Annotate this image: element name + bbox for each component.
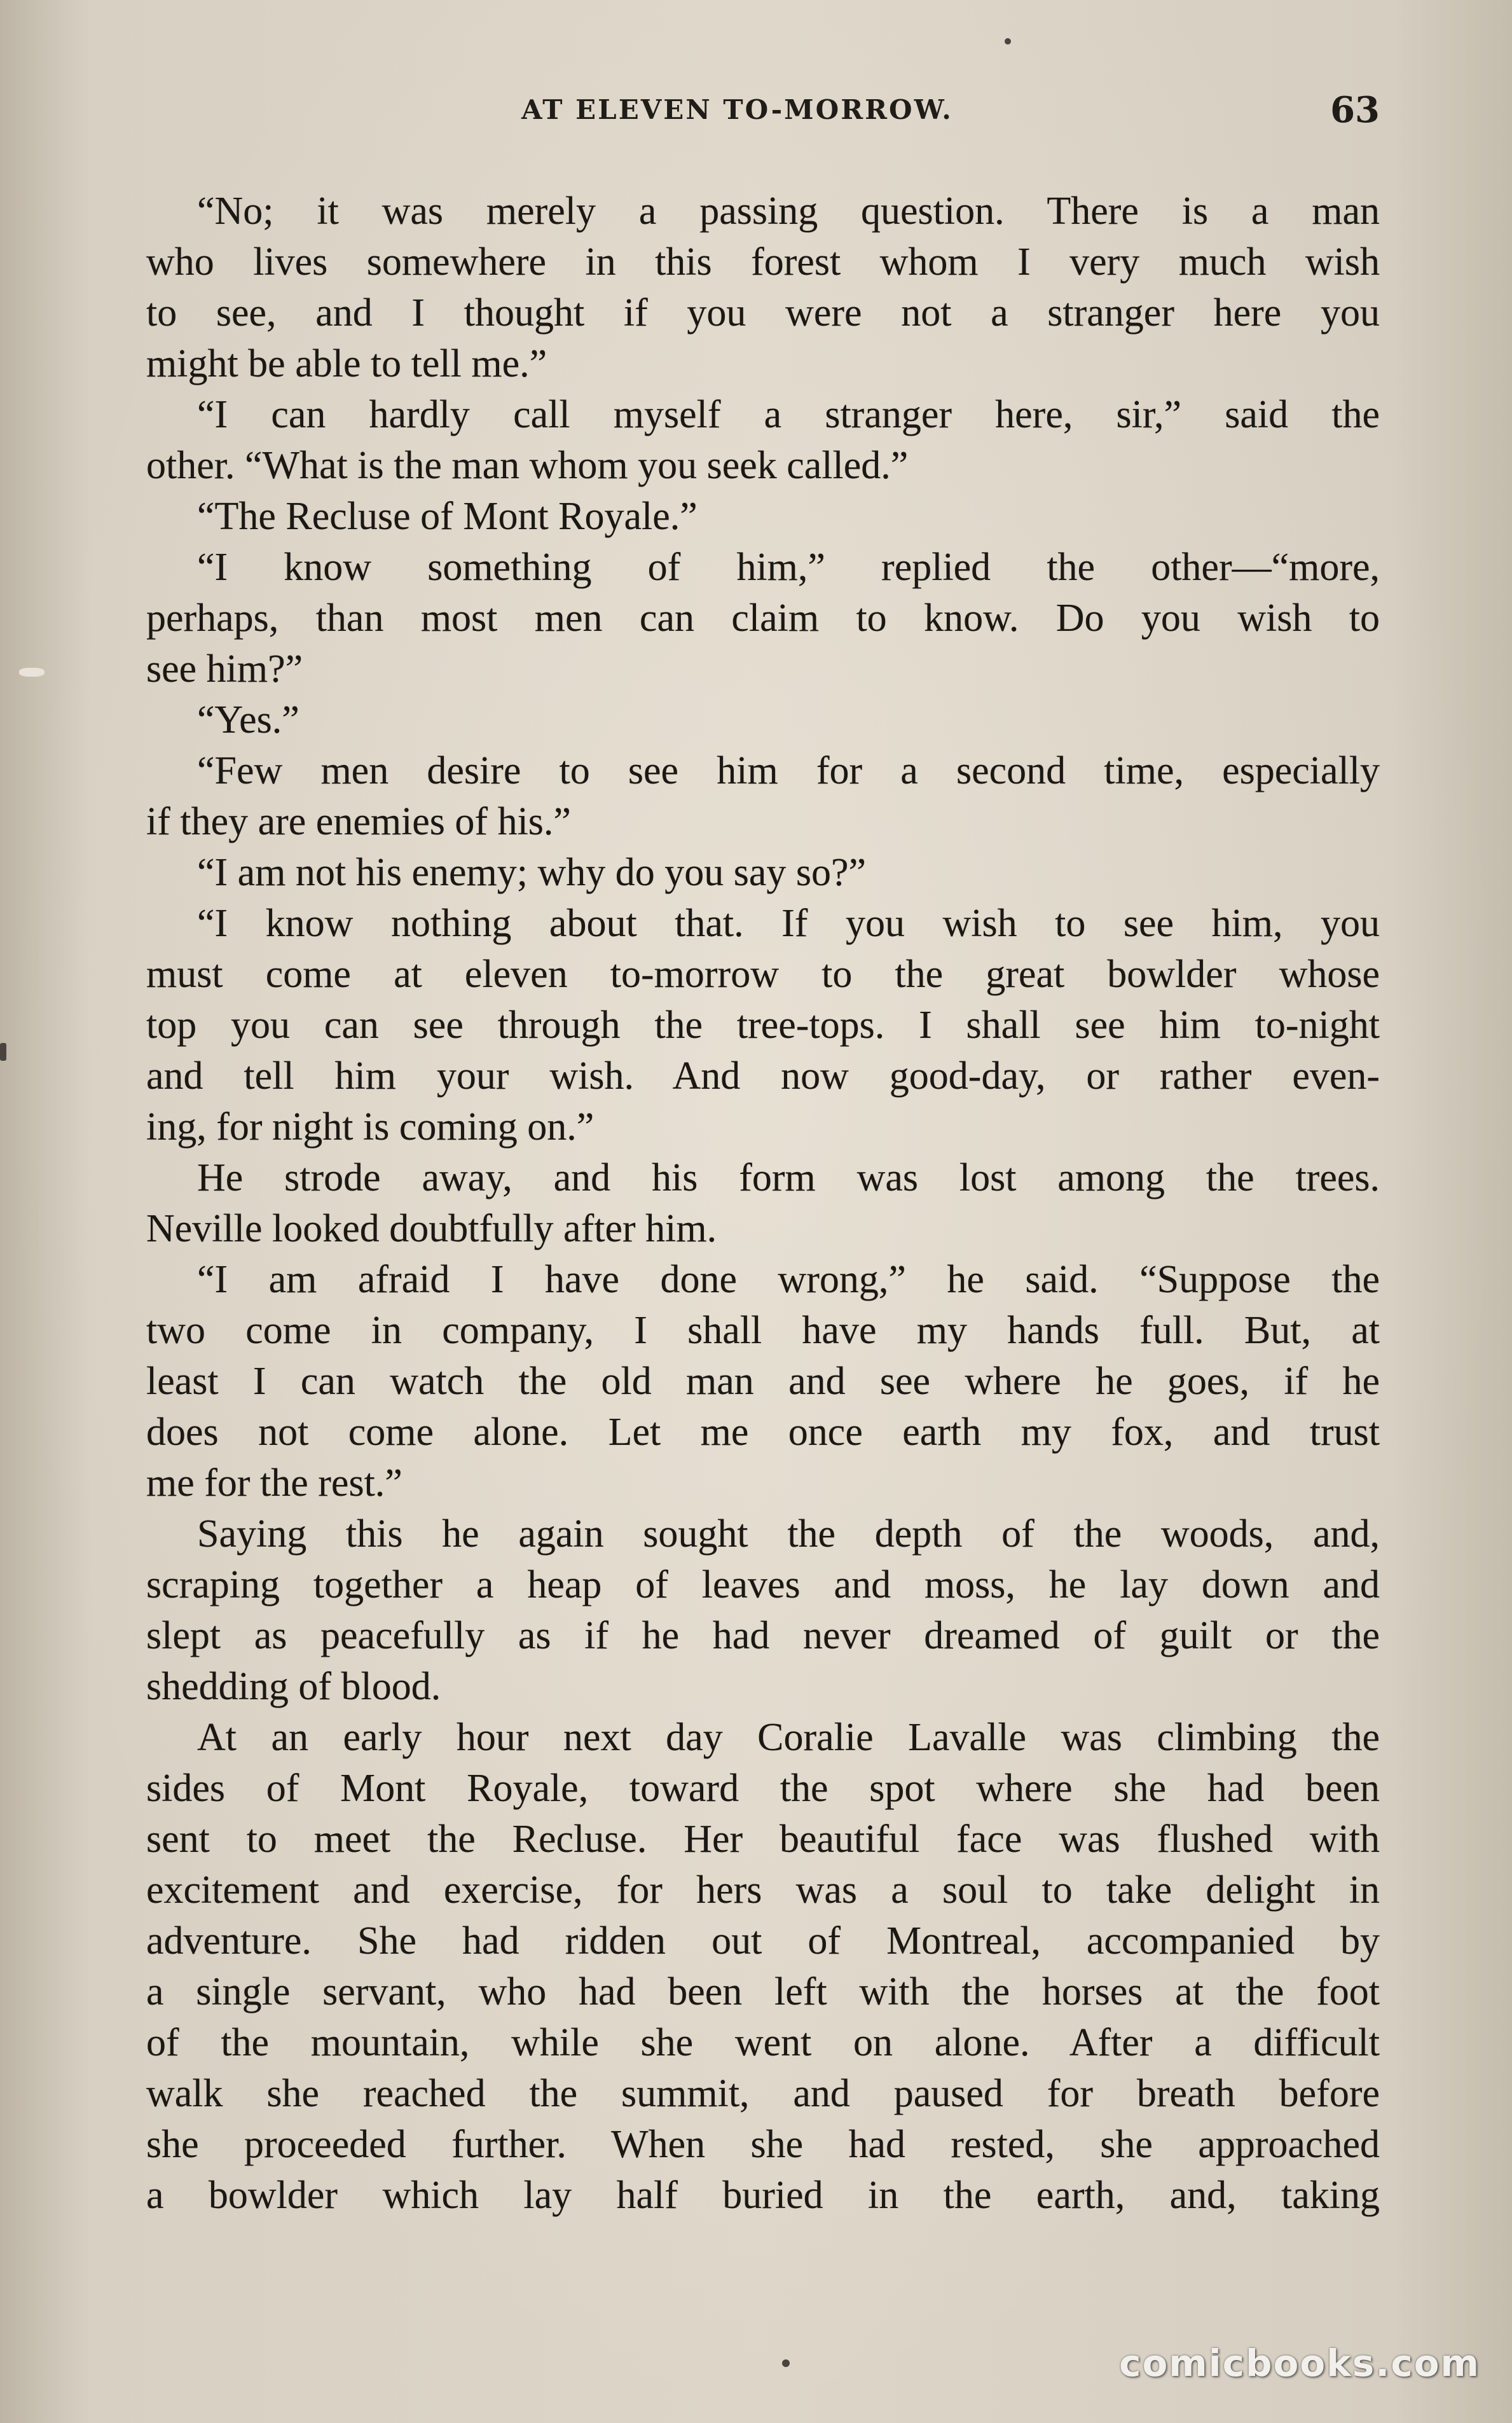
- text-line: Neville looked doubtfully after him.: [146, 1207, 717, 1250]
- text-line: sent to meet the Recluse. Her beautiful face was flushed with: [146, 1818, 1380, 1861]
- text-line: “I am afraid I have done wrong,” he said. “Suppose the: [197, 1258, 1380, 1301]
- text-line: He strode away, and his form was lost among the trees.: [197, 1156, 1380, 1199]
- text-line: must come at eleven to-morrow to the great bowlder whose: [146, 953, 1380, 996]
- text-line: perhaps, than most men can claim to know. Do you wish to: [146, 597, 1380, 640]
- text-line: me for the rest.”: [146, 1461, 402, 1505]
- text-line: walk she reached the summit, and paused for breath before: [146, 2072, 1380, 2115]
- body-text: [146, 186, 1380, 2221]
- text-line: “I know something of him,” replied the other—“more,: [197, 546, 1380, 589]
- text-line: At an early hour next day Coralie Lavalle was climbing the: [197, 1716, 1380, 1759]
- text-line: might be able to tell me.”: [146, 342, 547, 385]
- text-line: of the mountain, while she went on alone. After a difficult: [146, 2021, 1380, 2064]
- text-line: two come in company, I shall have my hands full. But, at: [146, 1309, 1380, 1352]
- text-line: other. “What is the man whom you seek called.”: [146, 444, 909, 487]
- text-line: scraping together a heap of leaves and moss, he lay down and: [146, 1563, 1380, 1606]
- text-line: slept as peacefully as if he had never dreamed of guilt or the: [146, 1614, 1380, 1657]
- text-line: least I can watch the old man and see where he goes, if he: [146, 1360, 1380, 1403]
- text-line: shedding of blood.: [146, 1665, 441, 1708]
- text-line: see him?”: [146, 647, 303, 691]
- page-number: 63: [1330, 89, 1380, 131]
- text-line: “No; it was merely a passing question. There is a man: [197, 190, 1380, 233]
- text-line: “I can hardly call myself a stranger here, sir,” said the: [197, 393, 1380, 436]
- text-line: “The Recluse of Mont Royale.”: [197, 495, 698, 538]
- text-line: to see, and I thought if you were not a stranger here you: [146, 291, 1380, 335]
- page-header: [146, 89, 1380, 140]
- text-line: excitement and exercise, for hers was a soul to take delight in: [146, 1868, 1380, 1912]
- page-blemish: [782, 2359, 790, 2367]
- text-line: adventure. She had ridden out of Montreal, accompanied by: [146, 1919, 1380, 1963]
- text-line: if they are enemies of his.”: [146, 800, 571, 843]
- text-line: “I know nothing about that. If you wish to see him, you: [197, 902, 1380, 945]
- page-blemish: [0, 1043, 6, 1061]
- text-line: “Few men desire to see him for a second time, especially: [197, 749, 1380, 792]
- text-line: “I am not his enemy; why do you say so?”: [197, 851, 867, 894]
- watermark-logo: comicbooks.com: [1119, 2342, 1480, 2385]
- text-line: sides of Mont Royale, toward the spot where she had been: [146, 1767, 1380, 1810]
- text-line: top you can see through the tree-tops. I shall see him to-night: [146, 1004, 1380, 1047]
- text-line: who lives somewhere in this forest whom I very much wish: [146, 240, 1380, 284]
- text-line: ing, for night is coming on.”: [146, 1105, 594, 1149]
- text-line: and tell him your wish. And now good-day, or rather even-: [146, 1054, 1380, 1098]
- text-line: she proceeded further. When she had rested, she approached: [146, 2123, 1380, 2166]
- page-blemish: [19, 668, 45, 677]
- text-line: Saying this he again sought the depth of the woods, and,: [197, 1512, 1380, 1556]
- page-blemish: [1005, 38, 1011, 45]
- text-line: “Yes.”: [197, 698, 299, 742]
- text-line: a single servant, who had been left with the horses at the foot: [146, 1970, 1380, 2013]
- text-line: a bowlder which lay half buried in the earth, and, taking: [146, 2174, 1380, 2217]
- text-line: does not come alone. Let me once earth my fox, and trust: [146, 1411, 1380, 1454]
- running-head: AT ELEVEN TO-MORROW.: [521, 94, 953, 125]
